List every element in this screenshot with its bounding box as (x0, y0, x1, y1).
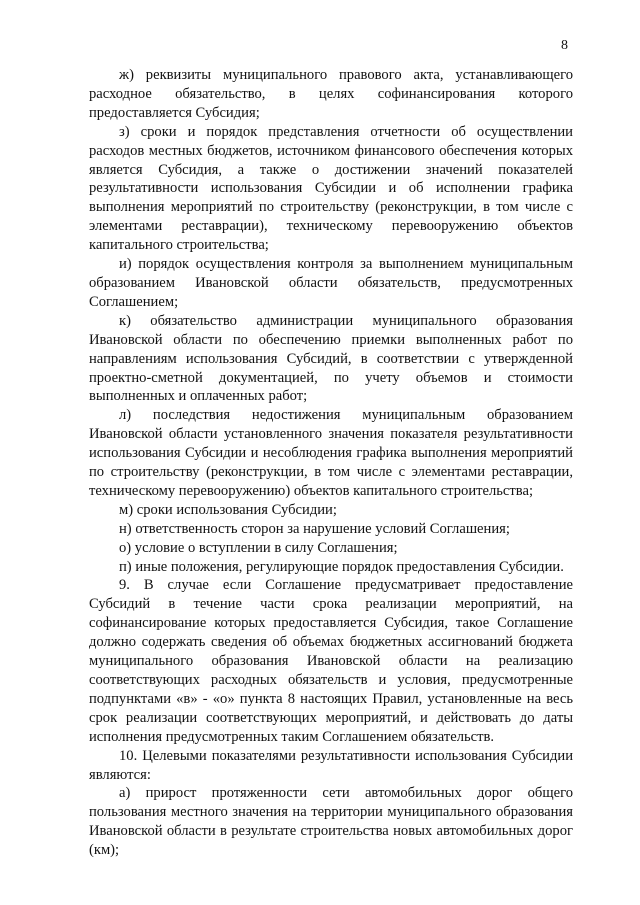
paragraph-n: н) ответственность сторон за нарушение условий Соглашения; (119, 520, 510, 537)
paragraph-k: к) обязательство администрации муниципального образования Ивановской области по обеспечению приемки выполненных работ по направлениям использования Субсидий, в соответствии с утвержденной проектно-сметной документацией, по учету объемов и стоимости выполненных и оплаченных работ; (89, 312, 573, 405)
paragraph-z: з) сроки и порядок представления отчетности об осуществлении расходов местных бюджетов, источником финансового обеспечения которых является Субсидия, а также о достижении значений показателей результативности использования Субсидии и об исполнении графика выполнения мероприятий по строительству (реконструкции, в том числе с элементами реставрации), техническому перевооружению объектов капитального строительства; (89, 123, 573, 254)
paragraph-a: а) прирост протяженности сети автомобильных дорог общего пользования местного значения на территории муниципального образования Ивановской области в результате строительства новых автомобильных дорог (км); (89, 785, 573, 859)
paragraph-l: л) последствия недостижения муниципальным образованием Ивановской области установленного значения показателя результативности использования Субсидии и несоблюдения графика выполнения мероприятий по строительству (реконструкции, в том числе с элементами реставрации, техническому перевооружению) объектов капитального строительства; (89, 407, 573, 499)
paragraph-o: о) условие о вступлении в силу Соглашения; (119, 539, 398, 556)
paragraph-9: 9. В случае если Соглашение предусматривает предоставление Субсидий в течение части срока реализации мероприятий, на софинансирование которых предоставляется Субсидия, такое Соглашение должно содержать сведения об объемах бюджетных ассигнований бюджета муниципального образования Ивановской области на реализацию соответствующих расходных обязательств и условия, предусмотренные подпунктами «в» - «о» пункта 8 настоящих Правил, установленные на весь срок реализации соответствующих мероприятий, и действовать до даты исполнения предусмотренных таким Соглашением обязательств. (89, 577, 573, 745)
page-number: 8 (561, 38, 568, 53)
paragraph-i: и) порядок осуществления контроля за выполнением муниципальным образованием Ивановской области обязательств, предусмотренных Соглашением; (89, 256, 573, 310)
paragraph-10: 10. Целевыми показателями результативности использования Субсидии являются: (89, 747, 573, 783)
document-body (89, 66, 573, 860)
paragraph-m: м) сроки использования Субсидии; (119, 501, 337, 518)
paragraph-zh: ж) реквизиты муниципального правового акта, устанавливающего расходное обязательство, в целях софинансирования которого предоставляется Субсидия; (89, 67, 573, 121)
paragraph-p: п) иные положения, регулирующие порядок предоставления Субсидии. (119, 558, 564, 575)
